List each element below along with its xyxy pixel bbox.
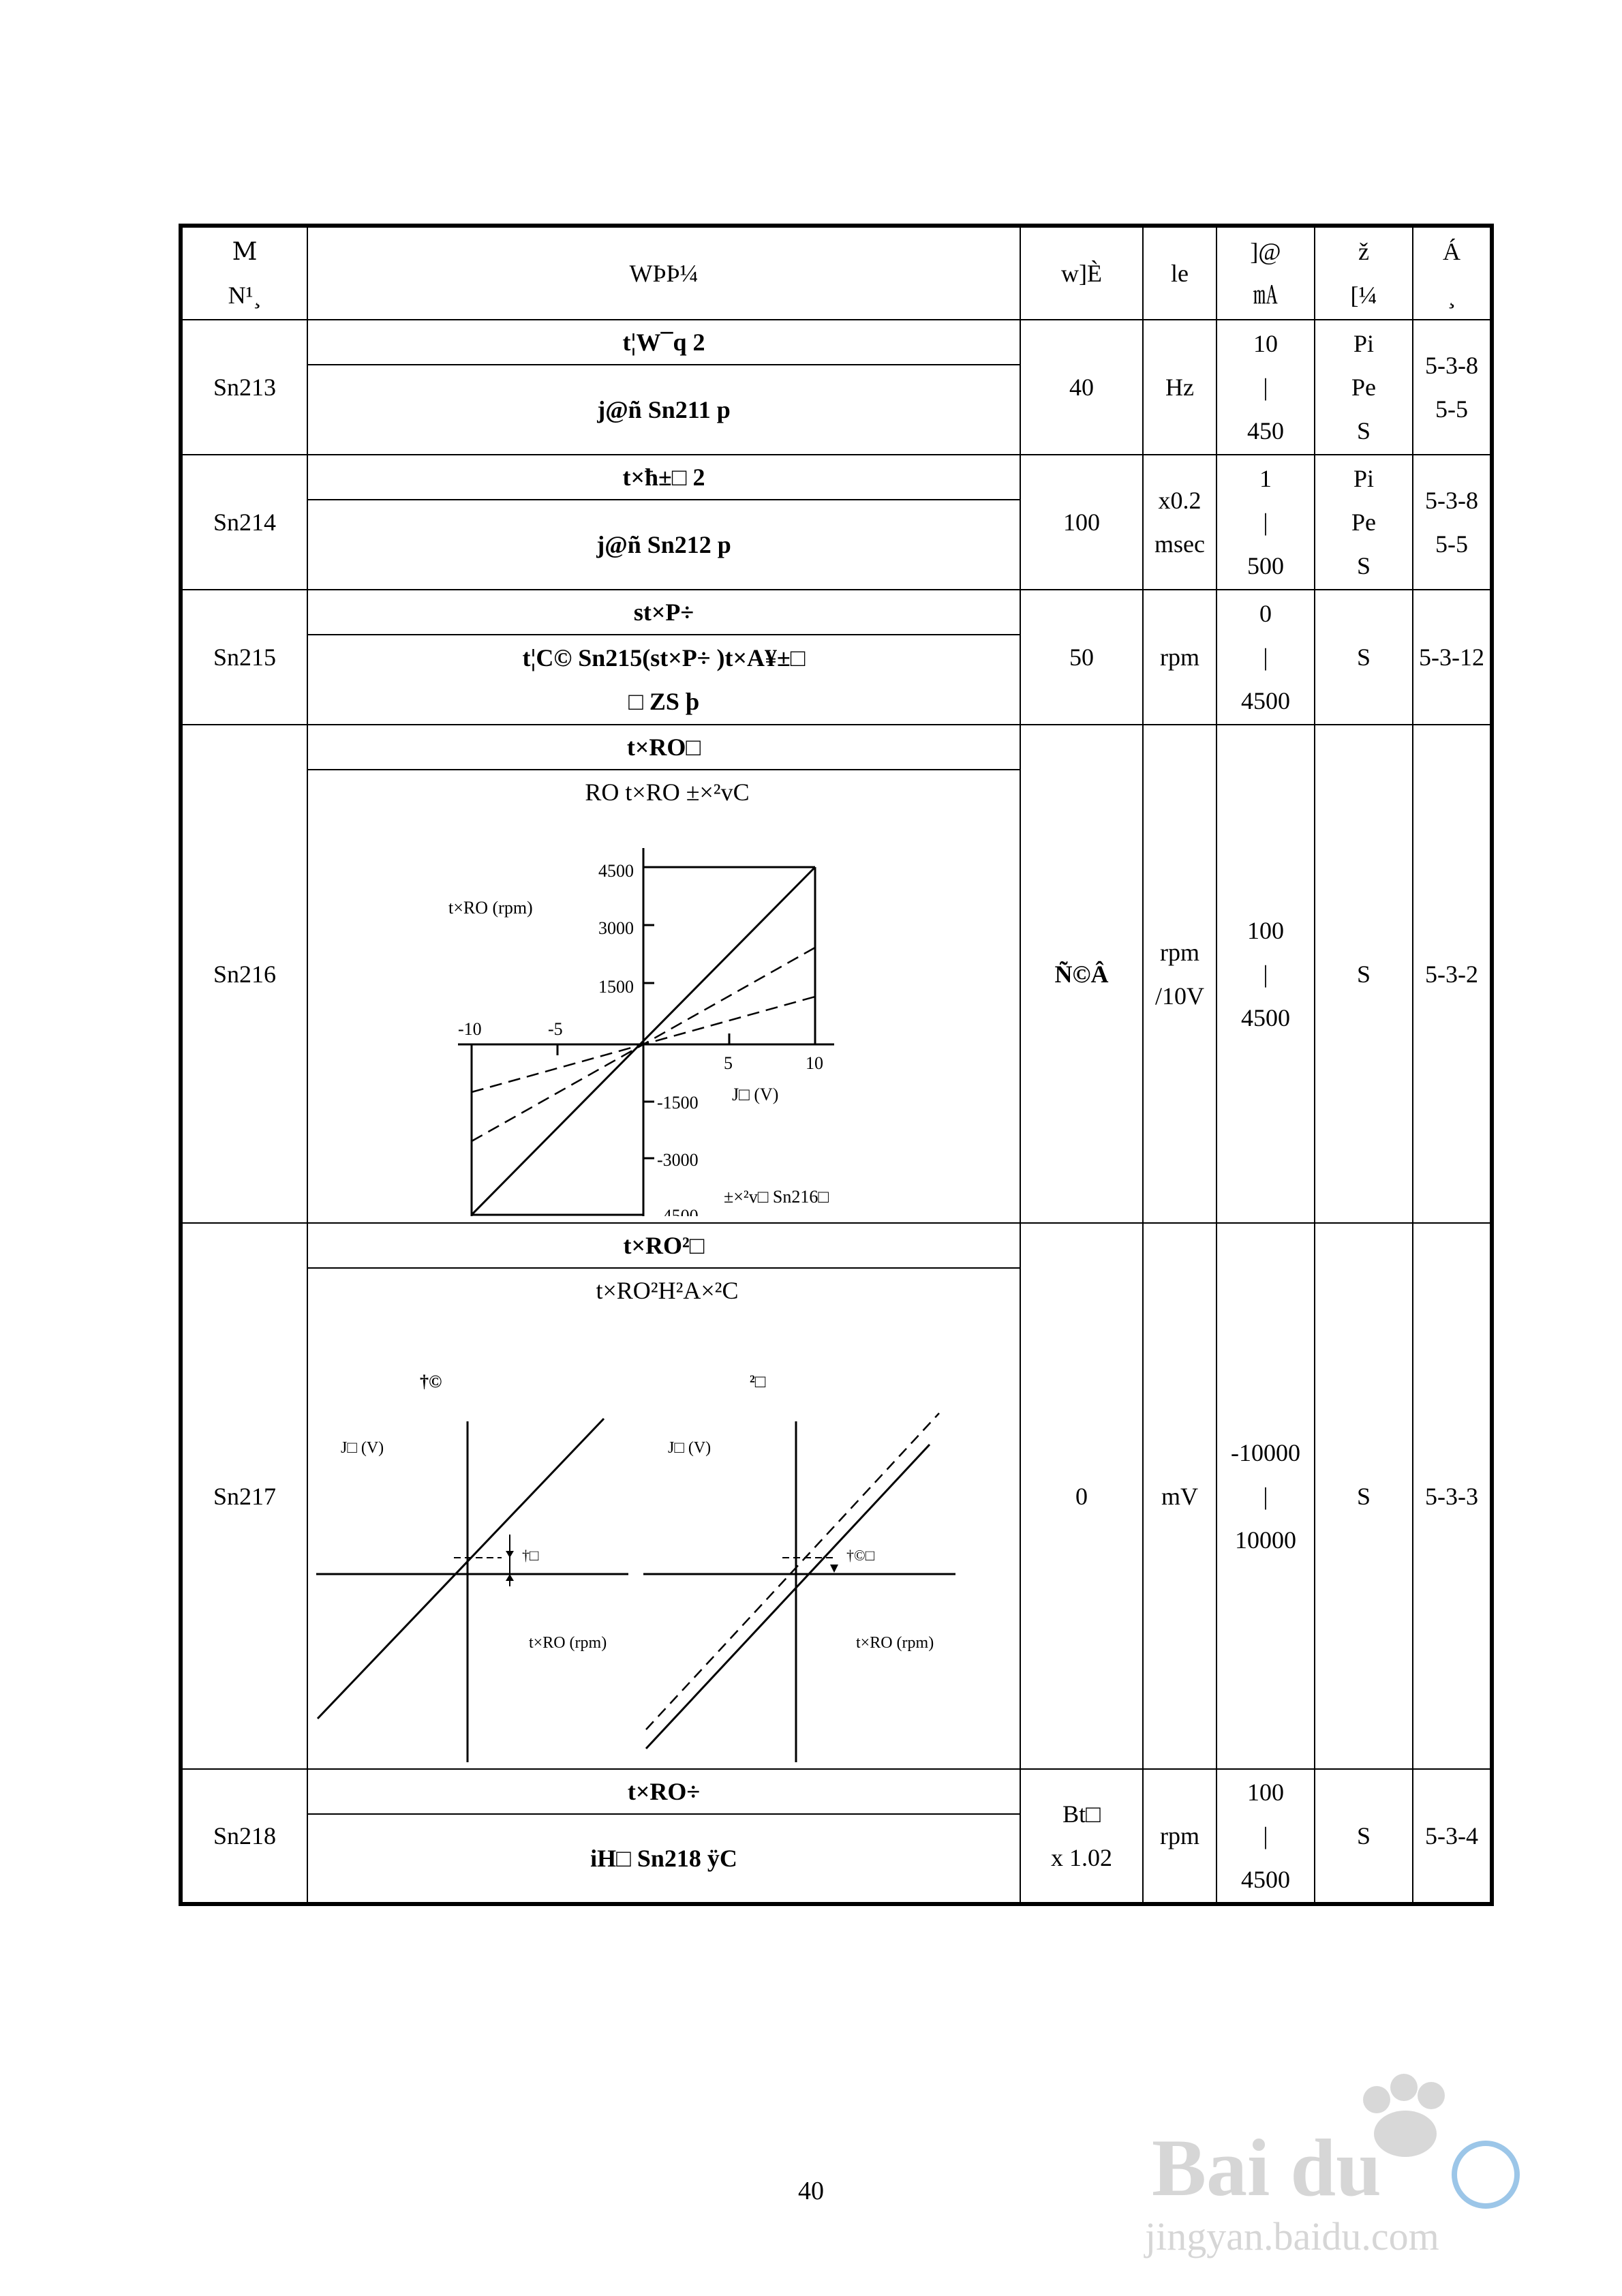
parameter-table [179, 224, 1494, 1906]
left-offset-arrow [506, 1551, 514, 1558]
sn216-diagram-cell [307, 770, 1020, 1223]
param-desc-line: t×RO□ [307, 725, 1020, 770]
right-offset-arrow [830, 1565, 838, 1573]
param-desc-line: t¦W¯q 2 [307, 320, 1020, 365]
header-reference: Á ¸ [1413, 226, 1492, 320]
param-mode: S [1315, 725, 1413, 1223]
page-number: 40 [798, 2177, 824, 2205]
left-speed-label: t×RO (rpm) [529, 1634, 607, 1652]
watermark-brand: Bai du [1152, 2122, 1381, 2213]
param-desc-line: j@ñ Sn211 p [307, 365, 1020, 455]
table-row [181, 725, 1492, 770]
param-mode: S [1315, 1769, 1413, 1904]
param-default: 40 [1020, 320, 1143, 455]
left-offset-line [318, 1419, 604, 1719]
right-original-line [646, 1413, 939, 1729]
right-plot-title: ²□ [750, 1372, 766, 1391]
right-offset-line [646, 1445, 930, 1749]
param-desc-line: RO t×RO ±×²vC [585, 779, 750, 806]
param-code: Sn215 [181, 590, 307, 725]
param-desc-line: t×ħ±□ 2 [307, 455, 1020, 500]
param-reference: 5-3-8 5-5 [1413, 320, 1492, 455]
param-desc-line: t×RO²H²A×²C [596, 1277, 739, 1304]
param-mode: S [1315, 1223, 1413, 1769]
baidu-watermark-logo [1131, 2059, 1540, 2263]
param-range: 0 | 4500 [1216, 590, 1315, 725]
param-default: Ñ©Â [1020, 725, 1143, 1223]
right-offset-label: †©□ [846, 1547, 875, 1564]
table-row [181, 590, 1492, 635]
header-code: Ⅿ N¹¸ [181, 226, 307, 320]
param-code: Sn218 [181, 1769, 307, 1904]
y-tick-label: 1500 [598, 977, 634, 997]
table-row [181, 320, 1492, 365]
y-tick-label: -1500 [657, 1093, 699, 1113]
param-range: 1 | 500 [1216, 455, 1315, 590]
param-default: 0 [1020, 1223, 1143, 1769]
table-row [181, 1223, 1492, 1268]
param-desc-line: j@ñ Sn212 p [307, 500, 1020, 590]
header-default: w]È [1020, 226, 1143, 320]
param-range: 100 | 4500 [1216, 1769, 1315, 1904]
left-voltage-label: J□ (V) [341, 1439, 384, 1457]
param-mode: Pi Pe S [1315, 320, 1413, 455]
param-mode: S [1315, 590, 1413, 725]
param-code: Sn216 [181, 725, 307, 1223]
y-tick-label: -3000 [657, 1150, 699, 1170]
right-speed-label: t×RO (rpm) [856, 1634, 934, 1652]
header-row [181, 226, 1492, 320]
param-code: Sn214 [181, 455, 307, 590]
left-offset-label: †□ [522, 1547, 539, 1564]
header-unit: le [1143, 226, 1216, 320]
speed-command-scale-diagram [309, 814, 1018, 1216]
param-unit: Hz [1143, 320, 1216, 455]
table-row [181, 1769, 1492, 1814]
parameter-label: ±×²v□ Sn216□ [724, 1187, 829, 1207]
param-mode: Pi Pe S [1315, 455, 1413, 590]
x-tick-label: -10 [458, 1019, 482, 1039]
speed-offset-diagram [309, 1312, 1018, 1762]
x-tick-label: 5 [724, 1053, 733, 1073]
sn217-diagram-cell [307, 1268, 1020, 1769]
param-default: Bt□ x 1.02 [1020, 1769, 1143, 1904]
paw-toe [1363, 2086, 1390, 2113]
param-range: 100 | 4500 [1216, 725, 1315, 1223]
param-range: 10 | 450 [1216, 320, 1315, 455]
paw-toe [1418, 2082, 1445, 2109]
voltage-axis-label: J□ (V) [732, 1085, 779, 1104]
param-code: Sn217 [181, 1223, 307, 1769]
param-unit: mV [1143, 1223, 1216, 1769]
watermark-url: jingyan.baidu.com [1145, 2214, 1439, 2259]
right-voltage-label: J□ (V) [668, 1439, 711, 1457]
paw-toe [1390, 2074, 1418, 2101]
param-desc-line: t×RO²□ [307, 1223, 1020, 1268]
speed-axis-label: t×RO (rpm) [448, 898, 533, 918]
param-desc-block: t¦C© Sn215(st×P÷ )t×A¥±□ □ ZS þ [307, 635, 1020, 725]
x-tick-label: 10 [806, 1053, 823, 1073]
param-reference: 5-3-2 [1413, 725, 1492, 1223]
y-tick-label: -4500 [657, 1206, 699, 1216]
watermark-circle [1454, 2143, 1517, 2206]
x-tick-label: -5 [548, 1019, 563, 1039]
param-desc-line: iH□ Sn218 ÿC [307, 1814, 1020, 1904]
param-desc-line: t×RO÷ [307, 1769, 1020, 1814]
header-range: ]@ ㎃ [1216, 226, 1315, 320]
param-unit: rpm /10V [1143, 725, 1216, 1223]
param-reference: 5-3-8 5-5 [1413, 455, 1492, 590]
param-unit: rpm [1143, 590, 1216, 725]
param-unit: rpm [1143, 1769, 1216, 1904]
param-reference: 5-3-4 [1413, 1769, 1492, 1904]
param-range: -10000 | 10000 [1216, 1223, 1315, 1769]
header-description: WÞÞ¼ [307, 226, 1020, 320]
table-row [181, 455, 1492, 500]
left-plot-title: †© [420, 1372, 442, 1391]
param-code: Sn213 [181, 320, 307, 455]
paw-pad [1374, 2111, 1437, 2157]
param-reference: 5-3-3 [1413, 1223, 1492, 1769]
param-reference: 5-3-12 [1413, 590, 1492, 725]
header-mode: ž [¼ [1315, 226, 1413, 320]
param-desc-line: st×P÷ [307, 590, 1020, 635]
y-tick-label: 4500 [598, 861, 634, 881]
param-default: 100 [1020, 455, 1143, 590]
param-unit: x0.2 msec [1143, 455, 1216, 590]
y-tick-label: 3000 [598, 918, 634, 938]
param-default: 50 [1020, 590, 1143, 725]
